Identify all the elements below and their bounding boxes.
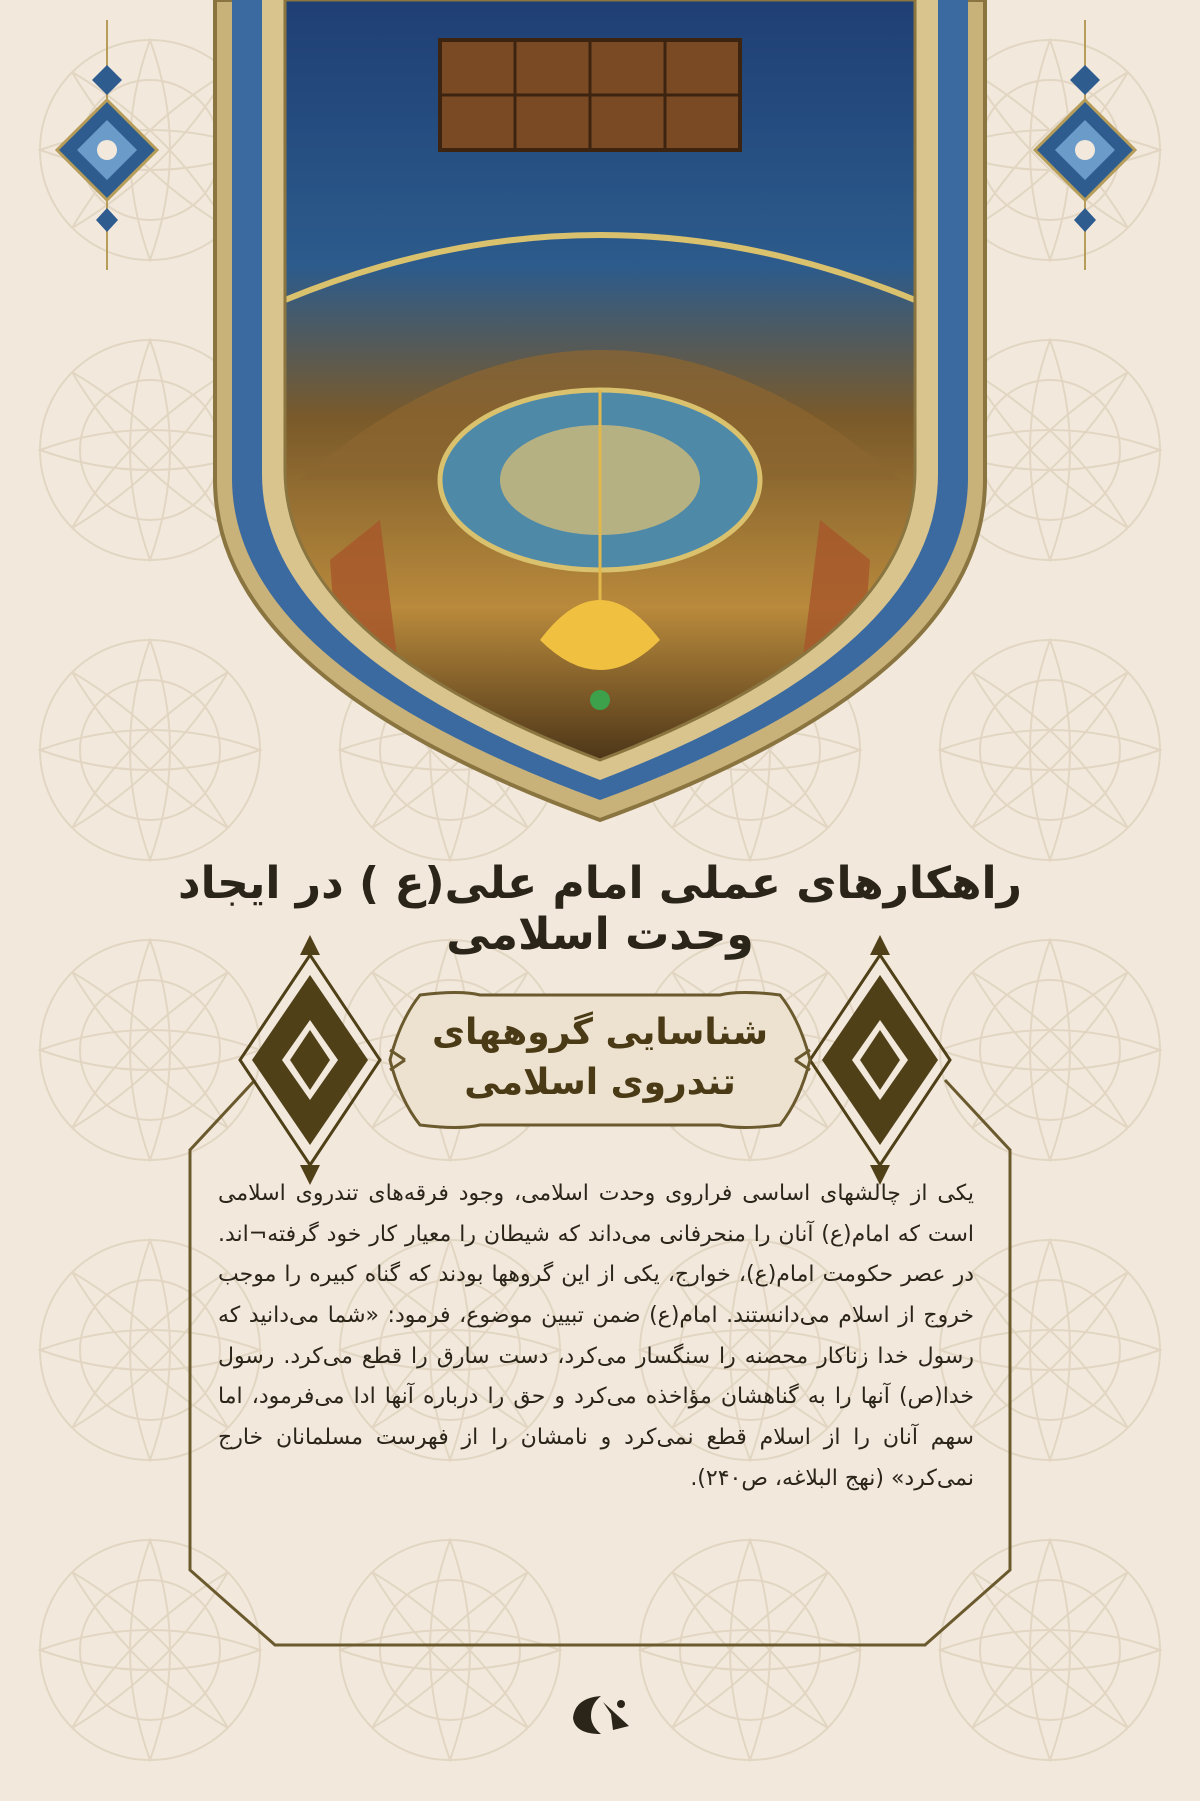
subtitle-line-1: شناسایی گروههای <box>432 1012 768 1053</box>
body-paragraph: یکی از چالشهای اساسی فراروی وحدت اسلامی، وجود فرقه‌های تندروی اسلامی است که امام(ع) آنان را منحرفانی می‌داند که شیطان را معیار کار خود گرفته¬اند. در عصر حکومت امام(ع)، خوارج، یکی از این گروهها بودند که گناه کبیره را موجب خروج از اسلام می‌دانستند. امام(ع) ضمن تبیین موضوع، فرمود: «شما می‌دانید که رسول خدا زناکار محصنه را سنگسار می‌کرد، دست سارق را قطع می‌کرد. رسول خدا(ص) آنها را به گناهشان مؤاخذه می‌کرد و حق را درباره آنها ادا می‌فرمود، اما سهم آنان را از اسلام قطع نمی‌کرد و نامشان را از فهرست مسلمانان خارج نمی‌کرد» (نهج البلاغه، ص۲۴۰). <box>218 1181 974 1491</box>
page-title: راهکارهای عملی امام علی(ع ) در ایجاد وحدت اسلامی <box>178 858 1022 960</box>
publisher-logo-icon <box>561 1690 639 1738</box>
right-diamond-ornament <box>810 935 950 1185</box>
left-diamond-ornament <box>240 935 380 1185</box>
section-subtitle <box>395 1008 805 1109</box>
subtitle-line-2: تندروی اسلامی <box>464 1062 736 1104</box>
